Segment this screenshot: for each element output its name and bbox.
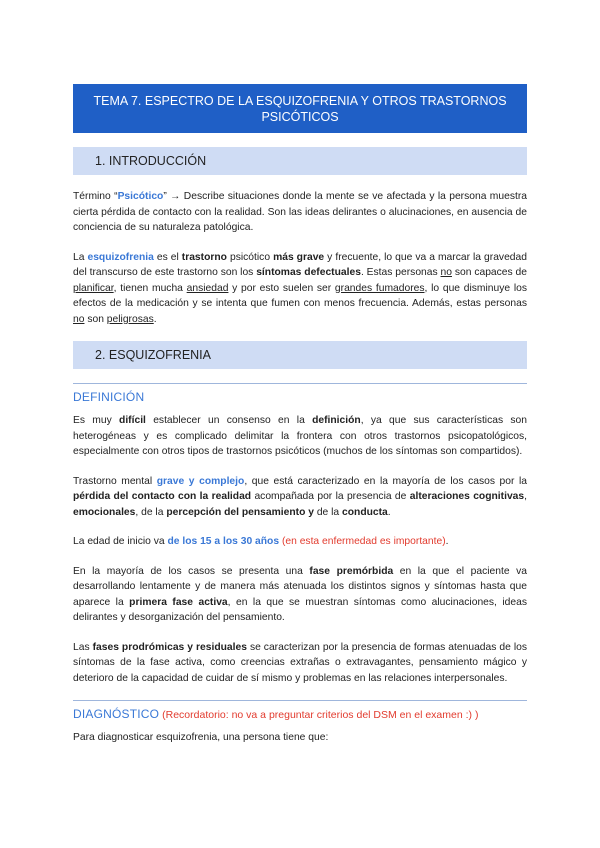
- title-line-1: TEMA 7. ESPECTRO DE LA ESQUIZOFRENIA Y OTROS TRASTORNOS: [93, 94, 507, 108]
- definicion-paragraph-1: Es muy difícil establecer un consenso en la definición, ya que sus características son heterogéneas y es complicado delimitar la frontera con otros trastornos psicopatológicos, especialmente con otros tipos de trastornos psicóticos (muchos de los síntomas son compartidos).: [73, 415, 527, 457]
- definicion-paragraph-2: Trastorno mental grave y complejo, que está caracterizado en la mayoría de los casos por la pérdida del contacto con la realidad acompañada por la presencia de alteraciones cognitivas, emocionales, de la percepción del pensamiento y de la conducta.: [73, 475, 528, 518]
- definicion-paragraph-5: Las fases prodrómicas y residuales se caracterizan por la presencia de formas atenuadas de los síntomas de la fase activa, como creencias extrañas o extravagantes, pensamiento mágico y deterioro de la capacidad de cuidar de sí mismo y problemas en las relaciones interpersonales.: [73, 641, 527, 684]
- section-heading-esquizofrenia: 2. ESQUIZOFRENIA: [73, 341, 527, 369]
- document-title: [73, 84, 527, 133]
- divider-line: [73, 700, 527, 701]
- subheading-diagnostico: DIAGNÓSTICO (Recordatorio: no va a preguntar criterios del DSM en el examen :) ): [73, 707, 479, 721]
- subheading-definicion: DEFINICIÓN: [73, 390, 145, 404]
- diagnostico-note: (Recordatorio: no va a preguntar criterios del DSM en el examen :) ): [159, 709, 479, 721]
- document-page: [73, 0, 527, 746]
- diagnostico-paragraph-1: Para diagnosticar esquizofrenia, una persona tiene que:: [73, 732, 329, 743]
- intro-paragraph-1: Término “Psicótico” → Describe situaciones donde la mente se ve afectada y la persona muestra cierta pérdida de contacto con la realidad. Son las ideas delirantes o alucinaciones, en ausencia de conciencia de su naturaleza patológica.: [73, 191, 527, 233]
- intro-paragraph-2: La esquizofrenia es el trastorno psicótico más grave y frecuente, lo que va a marcar la gravedad del transcurso de este trastorno son los síntomas defectuales. Estas personas no son capaces de planificar, tienen mucha ansiedad y por esto suelen ser grandes fumadores, lo que disminuye los efectos de la medicación y se intenta que fumen con menos frecuencia. Además, estas personas no son peligrosas.: [73, 251, 527, 325]
- title-line-2: PSICÓTICOS: [261, 110, 339, 124]
- definicion-paragraph-3: La edad de inicio va de los 15 a los 30 años (en esta enfermedad es importante).: [73, 536, 449, 547]
- definicion-paragraph-4: En la mayoría de los casos se presenta una fase premórbida en la que el paciente va desarrollando lentamente y de manera más atenuada los distintos signos y síntomas hasta que aparece la primera fase activa, en la que se muestran síntomas como alucinaciones, ideas delirantes y desorganización del pensamiento.: [73, 565, 527, 623]
- divider-line: [73, 383, 527, 384]
- section-heading-introduccion: 1. INTRODUCCIÓN: [73, 147, 527, 175]
